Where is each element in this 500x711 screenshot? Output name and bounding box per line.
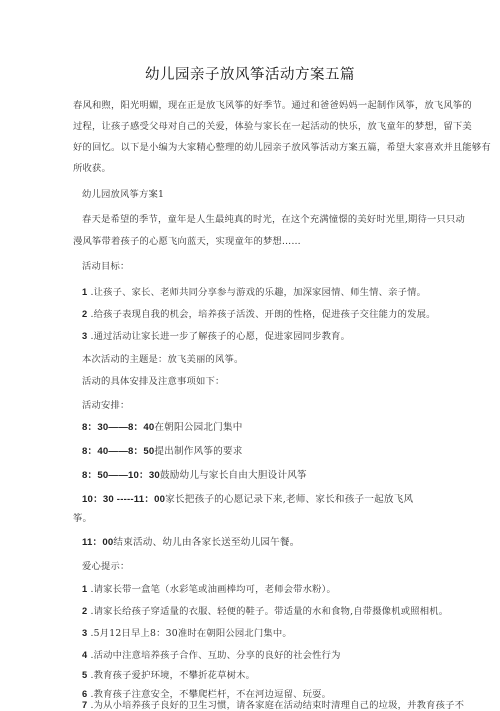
schedule-continuation: 筝。 (73, 513, 92, 524)
schedule-text: 在朝阳公园北门集中 (154, 422, 243, 433)
tip-number: 3 (82, 628, 88, 638)
schedule-time: 10：30 -----11：00 (82, 494, 166, 505)
intro-line: 过程，让孩子感受父母对自己的关爱，体验与家长在一起活动的快乐，放飞童年的梦想，留下美 (73, 121, 472, 132)
document-title: 幼儿园亲子放风筝活动方案五篇 (145, 67, 355, 83)
schedule-item (82, 443, 243, 457)
intro-line: 春风和煦，阳光明媚，现在正是放飞风筝的好季节。通过和爸爸妈妈一起制作风筝，放飞风筝的 (73, 100, 472, 111)
goal-number: 2 (82, 309, 88, 319)
tip-text: .教育孩子注意安全，不攀爬栏杆，不在河边逗留、玩耍。 (90, 689, 332, 700)
goal-item (82, 284, 426, 298)
tip-number: 1 (82, 584, 88, 594)
tip-text: .教育孩子爱护环境，不攀折花草树木。 (90, 670, 256, 681)
arrangement-line: 活动的具体安排及注意事项如下： (82, 376, 225, 387)
intro-line: 所收获。 (73, 163, 111, 174)
schedule-time: 8：40——8：50 (82, 446, 155, 457)
section-intro-line: 春天是希望的季节，童年是人生最纯真的时光，在这个充满憧憬的美好时光里,期待一只只动 (82, 214, 466, 225)
tip-item (82, 603, 448, 617)
goal-number: 1 (82, 287, 88, 297)
goal-item (82, 328, 350, 342)
schedule-heading: 活动安排： (82, 400, 130, 411)
goals-heading: 活动目标： (82, 261, 130, 272)
tip-number: 6 (82, 689, 88, 699)
tip-number: 4 (82, 650, 88, 660)
schedule-time: 8：30——8：40 (82, 422, 155, 433)
tip-text: .为从小培养孩子良好的卫生习惯，请各家庭在活动结束时清理自己的垃圾，并教育孩子不 (90, 700, 465, 711)
schedule-item (82, 467, 307, 481)
tips-heading: 爱心提示： (82, 561, 130, 572)
schedule-item (82, 419, 243, 433)
schedule-time: 11：00 (82, 537, 114, 548)
tip-number: 2 (82, 606, 88, 616)
tip-item (82, 625, 292, 639)
tip-number: 7 (82, 700, 88, 710)
schedule-text: 提出制作风筝的要求 (154, 446, 243, 457)
schedule-item (82, 491, 413, 505)
goal-item (82, 306, 436, 320)
section-intro-line: 漫风筝带着孩子的心愿飞向蓝天，实现童年的梦想…… (73, 236, 301, 247)
tip-item (82, 581, 336, 595)
tip-item (82, 697, 464, 711)
goal-text: .给孩子表现自我的机会，培养孩子活泼、开朗的性格，促进孩子交往能力的发展。 (90, 309, 436, 320)
goal-text: .通过活动让家长进一步了解孩子的心愿，促进家园同步教育。 (90, 331, 351, 342)
goal-number: 3 (82, 331, 88, 341)
goal-text: .让孩子、家长、老师共同分享参与游戏的乐趣，加深家园情、师生情、亲子情。 (90, 287, 427, 298)
tip-text: .5月12日早上8：30准时在朝阳公园北门集中。 (90, 628, 292, 639)
section-heading: 幼儿园放风筝方案1 (82, 189, 165, 200)
schedule-item (82, 534, 300, 548)
schedule-text: 结束活动、幼儿由各家长送至幼儿园午餐。 (113, 537, 300, 548)
tip-text: .请家长带一盒笔（水彩笔或油画棒均可，老师会带水粉）。 (90, 584, 336, 595)
schedule-text: 鼓励幼儿与家长自由大胆设计风筝 (159, 470, 307, 481)
schedule-text: 家长把孩子的心愿记录下来,老师、家长和孩子一起放飞风 (165, 494, 414, 505)
tip-item (82, 647, 341, 661)
tip-item (82, 667, 255, 681)
tip-text: .活动中注意培养孩子合作、互助、分享的良好的社会性行为 (90, 650, 341, 661)
intro-line: 好的回忆。以下是小编为大家精心整理的幼儿园亲子放风筝活动方案五篇，希望大家喜欢并且能够有 (73, 142, 491, 153)
tip-number: 5 (82, 670, 88, 680)
tip-text: .请家长给孩子穿适量的衣服、轻便的鞋子。带适量的水和食物,自带摄像机或照相机。 (90, 606, 449, 617)
schedule-time: 8：50——10：30 (82, 470, 160, 481)
theme-line: 本次活动的主题是：放飞美丽的风筝。 (82, 354, 244, 365)
